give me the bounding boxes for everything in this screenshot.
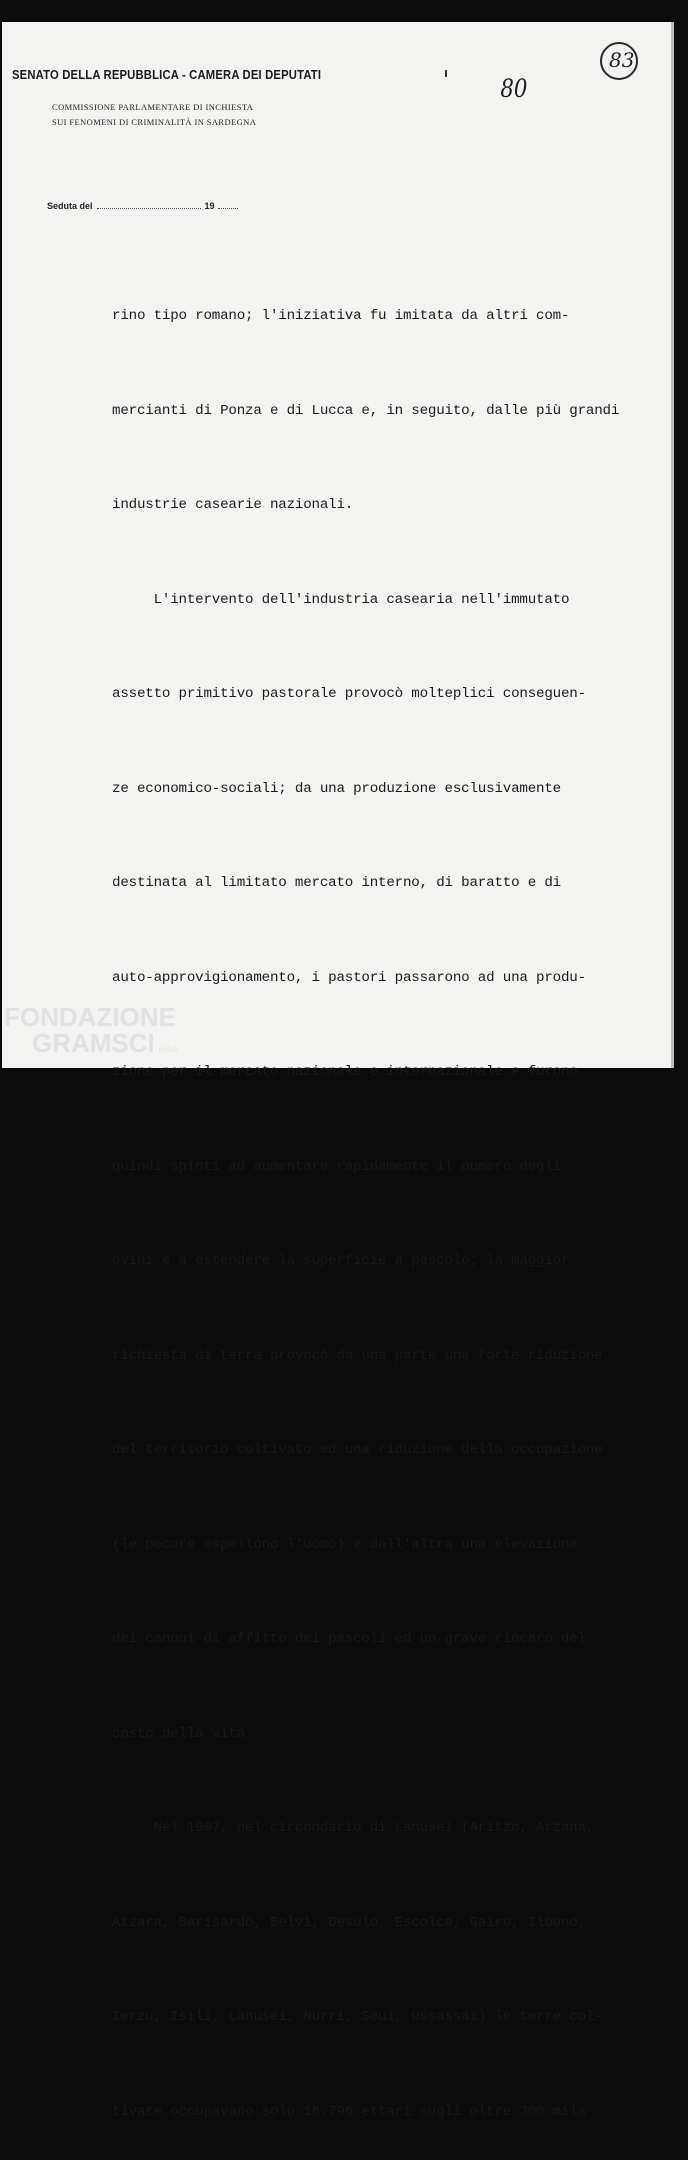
seduta-field	[47, 200, 238, 211]
body-line: ovini e a estendere la superficie a pascolo; la maggior	[112, 1253, 570, 1269]
watermark-line1: FONDAZIONE	[4, 1002, 176, 1032]
body-line: richiesta di terra provocò da una parte una forte riduzione	[112, 1347, 603, 1364]
body-line: Atzara, Barisardo, Belvì, Desulo, Escolca, Gairo, Ilbono,	[112, 1914, 586, 1931]
body-line: Nel 1907, nel circondario di Lanusei (Aritzo, Arzana,	[112, 1820, 595, 1836]
body-line: rino tipo romano; l'iniziativa fu imitata da altri com-	[112, 308, 570, 324]
body-text	[112, 238, 632, 2160]
letterhead-title: SENATO DELLA REPUBBLICA - CAMERA DEI DEPUTATI	[12, 68, 322, 82]
body-line: mercianti di Ponza e di Lucca e, in seguito, dalle più grandi	[112, 402, 620, 419]
seduta-date-blank	[97, 200, 201, 209]
body-line: ze economico-sociali; da una produzione esclusivamente	[112, 780, 561, 797]
body-line: destinata al limitato mercato interno, di baratto e di	[112, 875, 561, 891]
letterhead-subject: SUI FENOMENI DI CRIMINALITÀ IN SARDEGNA	[52, 117, 257, 127]
body-line: tivate occupavano solo 16.796 ettari sugli oltre 300 mila	[112, 2103, 586, 2120]
body-line: costo della vita.	[112, 1725, 254, 1742]
pen-mark	[445, 70, 447, 77]
watermark-suffix: onlus	[158, 1045, 178, 1054]
body-line: dei canoni di affitto dei pascoli ed un grave rincaro del	[112, 1631, 586, 1647]
seduta-year-blank	[218, 200, 238, 209]
page-edge	[671, 22, 674, 1068]
body-line: assetto primitivo pastorale provocò molteplici conseguen-	[112, 686, 586, 702]
body-line: (le pecore espellono l'uomo) e dall'altra una elevazione	[112, 1536, 578, 1553]
body-line: zione per il mercato nazionale e internazionale e furono	[112, 1064, 578, 1080]
body-line: industrie casearie nazionali.	[112, 497, 354, 513]
body-line: auto-approvigionamento, i pastori passarono ad una produ-	[112, 969, 586, 986]
watermark-logo	[4, 1004, 178, 1063]
letterhead-commission: COMMISSIONE PARLAMENTARE DI INCHIESTA	[52, 102, 254, 112]
circled-number: 83	[609, 48, 635, 72]
body-line: quindi spinti ad aumentare rapidamente il numero degli	[112, 1158, 561, 1175]
watermark-line2: GRAMSCI	[32, 1028, 155, 1058]
body-line: Ierzu, Isili, Lanusei, Nurri, Seui, Ussassai) le terre col-	[112, 2009, 603, 2025]
body-line: del territorio coltivato ed una riduzione della occupazione	[112, 1442, 603, 1458]
handwritten-page-number: 80	[500, 74, 528, 103]
seduta-year: 19	[204, 201, 215, 211]
seduta-label: Seduta del	[47, 201, 93, 211]
body-line: L'intervento dell'industria casearia nell'immutato	[112, 591, 570, 608]
